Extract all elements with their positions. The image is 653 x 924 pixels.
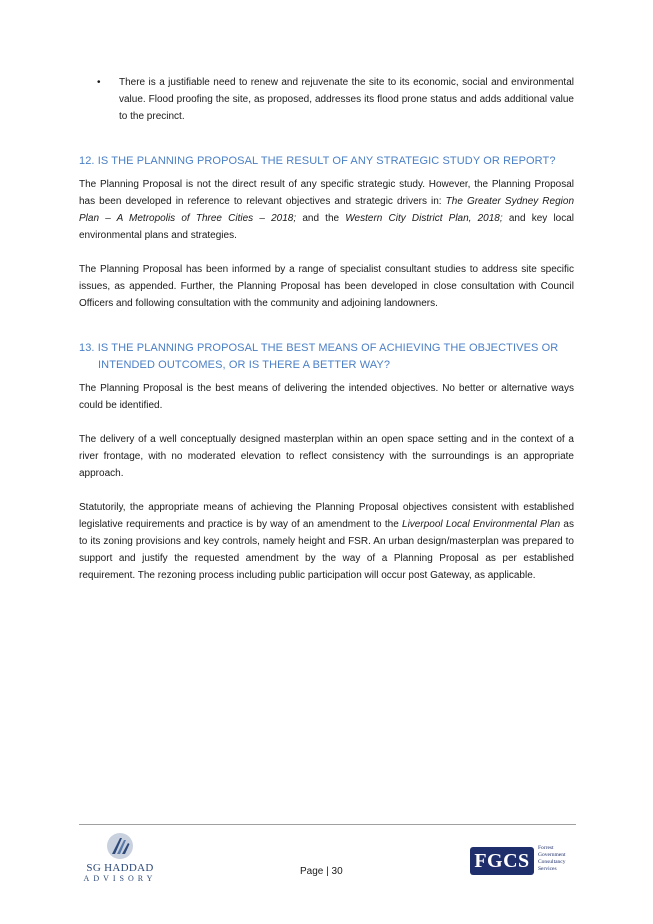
section-12-paragraph-2: The Planning Proposal has been informed by a range of specialist consultant studies to address site specific issues, as appended. Further, the Planning Proposal has been developed in close consultation with Council Officers and following consultation with the community and adjoining landowners. <box>79 264 574 309</box>
bullet-item <box>79 74 574 125</box>
sg-haddad-emblem-icon <box>106 832 134 860</box>
fgcs-logo-mark: FGCS <box>470 847 534 875</box>
document-body <box>79 74 574 584</box>
section-12-heading: 12. IS THE PLANNING PROPOSAL THE RESULT OF ANY STRATEGIC STUDY OR REPORT? <box>79 155 556 167</box>
page-number: Page | 30 <box>300 866 343 877</box>
footer-divider <box>79 824 576 825</box>
section-13-paragraph-3: Statutorily, the appropriate means of achieving the Planning Proposal objectives consistent with established legislative requirements and practice is by way of an amendment to the Liverpool Local Environmental Plan as to its zoning provisions and key controls, namely height and FSR. An urban design/masterplan was prepared to support and justify the requested amendment by the way of a Planning Proposal as per established requirement. The rezoning process including public participation will occur post Gateway, as applicable. <box>79 502 574 581</box>
bullet-icon: • <box>97 77 101 88</box>
section-13-heading: 13. IS THE PLANNING PROPOSAL THE BEST MEANS OF ACHIEVING THE OBJECTIVES OR INTENDED OUTCOMES, OR IS THERE A BETTER WAY? <box>79 342 559 371</box>
sg-haddad-logo-sub: ADVISORY <box>83 874 157 883</box>
bullet-text: There is a justifiable need to renew and rejuvenate the site to its economic, social and environmental value. Flood proofing the site, as proposed, addresses its flood prone status and adds additional value to the precinct. <box>119 77 574 122</box>
section-12-paragraph-1: The Planning Proposal is not the direct result of any specific strategic study. However, the Planning Proposal has been developed in reference to relevant objectives and strategic drivers in: The Greater Sydney Region Plan – A Metropolis of Three Cities – 2018; and the Western City District Plan, 2018; and key local environmental plans and strategies. <box>79 179 575 241</box>
fgcs-logo-tagline: Forrest Government Consultancy Services <box>538 845 566 872</box>
fgcs-logo <box>470 845 580 877</box>
sg-haddad-logo <box>80 832 160 884</box>
section-13-paragraph-1: The Planning Proposal is the best means of delivering the intended objectives. No better or alternative ways could be identified. <box>79 383 574 411</box>
section-13-paragraph-2: The delivery of a well conceptually designed masterplan within an open space setting and in the context of a river frontage, with no moderated elevation to reflect consistency with the surroundings is an appropriate approach. <box>79 434 574 479</box>
sg-haddad-logo-name: SG HADDAD <box>86 862 154 874</box>
